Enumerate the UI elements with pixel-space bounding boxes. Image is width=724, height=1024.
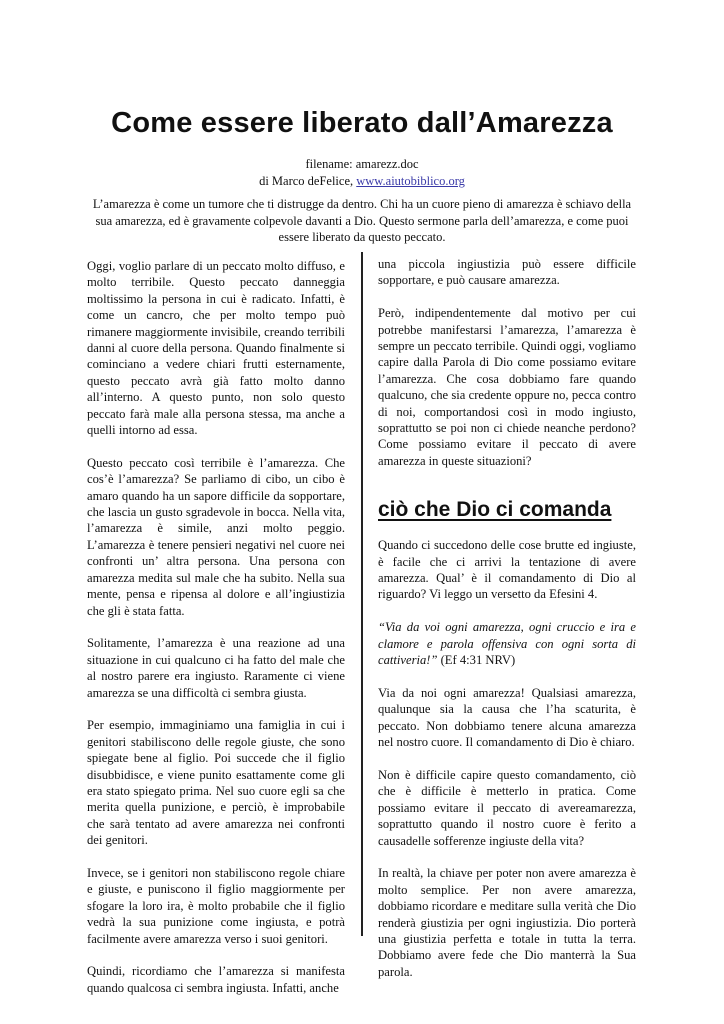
paragraph: Via da noi ogni amarezza! Qualsiasi amarezza, qualunque sia la causa che l’ha scaturita, è peccato. Non dobbiamo tenere alcuna amarezza nel nostro cuore. Il comandamento di Dio è chiaro. [378,685,636,750]
paragraph: Per esempio, immaginiamo una famiglia in cui i genitori stabiliscono delle regole giuste, che sono spiegate bene al figlio. Poi succede che il figlio disubbidisce, e viene punito esattamente come gli era stato spiegato prima. Nel suo cuore egli sa che merita quella punizione, e perciò, è improbabile che sarà tentato ad avere amarezza nei confronti dei genitori. [87,718,345,848]
paragraph: Non è difficile capire questo comandamento, ciò che è difficile è metterlo in pratica. Come possiamo evitare il peccato di avereamarezza, soprattutto quando il nostro cuore è ferito a causadelle sofferenze ingiuste della vita? [378,767,636,848]
column-divider [361,252,363,936]
paragraph: Quando ci succedono delle cose brutte ed ingiuste, è facile che ci arrivi la tentazione di avere amarezza. Qual’ è il comandamento di Dio al riguardo? Vi leggo un versetto da Efesini 4. [378,538,636,602]
quote-reference: (Ef 4:31 NRV) [437,653,516,668]
quote-text: “Via da voi ogni amarezza, ogni cruccio e ira e clamore e parola offensiva con ogni sorta di cattiveria!” [378,620,636,668]
filename-line: filename: amarezz.doc [305,157,419,171]
website-link[interactable]: www.aiutobiblico.org [356,174,465,188]
paragraph: Questo peccato così terribile è l’amarezza. Che cos’è l’amarezza? Se parliamo di cibo, un cibo è amaro quando ha un sapore difficile da sopportare, che lascia un gusto sgradevole in bocca. Nella vita, l’amarezza è simile, anzi molto peggio. L’amarezza è tenere pensieri negativi nel cuore nei confronti un’ altra persona. Una persona con amarezza medita sul male che ha subito. Nella sua mente, pensa e ripensa al dolore e all’ingiustizia che gli è stata fatta. [87,455,345,618]
right-column [378,256,636,997]
author-name: di Marco deFelice, [259,174,357,188]
page-title: Come essere liberato dall’Amarezza [111,107,613,140]
bible-quote [378,619,636,668]
left-column [87,258,345,1013]
paragraph: Invece, se i genitori non stabiliscono regole chiare e giuste, e puniscono il figlio maggiormente per sfogare la loro ira, è molto probabile che il figlio vedrà la sua punizione come ingiusta, e potrà facilmente avere amarezza verso i suoi genitori. [87,865,345,946]
paragraph: una piccola ingiustizia può essere difficile sopportare, e può causare amarezza. [378,257,636,288]
paragraph: Quindi, ricordiamo che l’amarezza si manifesta quando qualcosa ci sembra ingiusta. Infatti, anche [87,964,345,995]
section-heading: ciò che Dio ci comanda [378,498,612,522]
abstract: L’amarezza è come un tumore che ti distrugge da dentro. Chi ha un cuore pieno di amarezza è schiavo della sua amarezza, ed è gravamente colpevole davanti a Dio. Questo sermone parla dell’amarezza, e come puoi essere liberato da questo peccato. [92,197,632,244]
document-meta [0,156,724,190]
paragraph: In realtà, la chiave per poter non avere amarezza è molto semplice. Per non avere amarezza, dobbiamo ricordare e meditare sulla verità che Dio renderà giustizia per ogni ingiustizia. Dio porterà una giustizia perfetta e totale in tutta la terra. Dobbiamo avere fede che Dio manterrà la Sua parola. [378,866,636,979]
paragraph: Però, indipendentemente dal motivo per cui potrebbe manifestarsi l’amarezza, l’amarezza è sempre un peccato terribile. Quindi oggi, vogliamo capire dalla Parola di Dio come possiamo evitare l’amarezza. Che cosa dobbiamo fare quando qualcuno, che sia credente oppure no, pecca contro di noi, comportandosi così in modo ingiusto, soprattutto se poi non ci chiede neanche perdono? Come possiamo evitare il peccato di avere amarezza in queste situazioni? [378,306,636,468]
paragraph: Solitamente, l’amarezza è una reazione ad una situazione in cui qualcuno ci ha fatto del male che al nostro parere era ingiusto. Raramente ci viene amarezza se una difficoltà ci sembra giusta. [87,636,345,700]
author-line [0,173,724,190]
paragraph: Oggi, voglio parlare di un peccato molto diffuso, e molto terribile. Questo peccato danneggia moltissimo la persona in cui è radicato. Infatti, è come un cancro, che per molto tempo può rimanere maggiormente invisibile, creando terribili danni al cuore della persona. Quando finalmente si cominciano a vedere chiari frutti esternamente, questo peccato avrà già fatto molto danno all’interno. A questo punto, non solo questo peccato farà male alla persona stessa, ma anche a quelli intorno ad essa. [87,259,345,438]
